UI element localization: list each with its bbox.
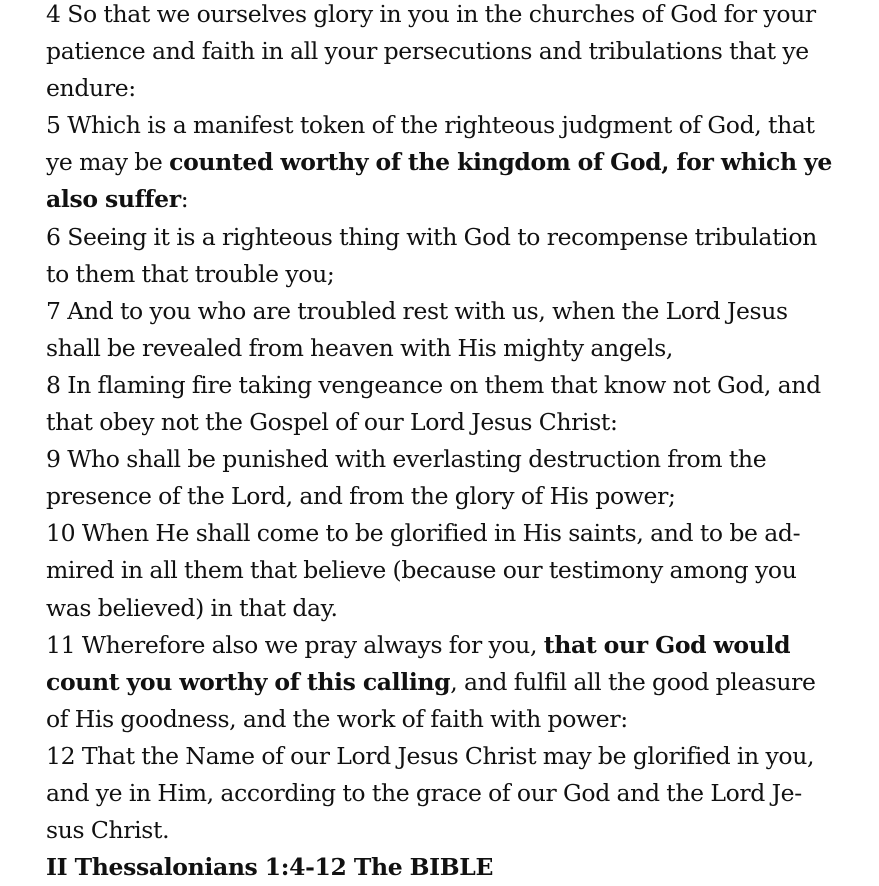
verse-7-line-2: shall be revealed from heaven with His mighty angels, — [46, 333, 674, 362]
verse-5-line-1: 5 Which is a manifest token of the righteous judgment of God, that — [46, 111, 815, 140]
verse-6-line-2: to them that trouble you; — [46, 259, 335, 288]
verse-4-line-2: patience and faith in all your persecutions and tribulations that ye — [46, 37, 809, 66]
verse-7-line-1: 7 And to you who are troubled rest with us, when the Lord Jesus — [46, 296, 788, 325]
verse-4-line-3: endure: — [46, 74, 136, 103]
passage-citation: II Thessalonians 1:4-12 The BIBLE — [46, 853, 494, 882]
verse-11-line-3: of His goodness, and the work of faith with power: — [46, 704, 628, 733]
verse-9-line-1: 9 Who shall be punished with everlasting destruction from the — [46, 445, 767, 474]
verse-8-line-1: 8 In flaming fire taking vengeance on them that know not God, and — [46, 370, 821, 399]
verse-8-line-2: that obey not the Gospel of our Lord Jesus Christ: — [46, 408, 618, 437]
verse-5-emphasis-end: also suffer — [46, 185, 181, 214]
verse-11-line-1 — [46, 627, 846, 664]
verse-5-punctuation: : — [180, 185, 189, 214]
verse-12-line-2: and ye in Him, according to the grace of our God and the Lord Je- — [46, 778, 802, 807]
verse-11-text: 11 Wherefore also we pray always for you, — [46, 630, 544, 659]
verse-5-text: ye may be — [46, 148, 170, 177]
verse-10-line-1: 10 When He shall come to be glorified in His saints, and to be ad- — [46, 519, 801, 548]
verse-12-line-1: 12 That the Name of our Lord Jesus Christ may be glorified in you, — [46, 741, 815, 770]
scripture-passage — [46, 0, 846, 886]
verse-9-line-2: presence of the Lord, and from the glory of His power; — [46, 482, 676, 511]
verse-11-line-2 — [46, 664, 846, 701]
verse-10-line-2: mired in all them that believe (because our testimony among you — [46, 556, 797, 585]
verse-11-emphasis: that our God would — [543, 630, 791, 659]
verse-10-line-3: was believed) in that day. — [46, 593, 338, 622]
verse-5-emphasis: counted worthy of the kingdom of God, for which ye — [169, 148, 832, 177]
verse-5-line-3 — [46, 181, 846, 218]
verse-12-line-3: sus Christ. — [46, 816, 170, 845]
verse-11-emphasis-end: count you worthy of this calling — [46, 667, 451, 696]
verse-5-line-2 — [46, 144, 846, 181]
verse-6-line-1: 6 Seeing it is a righteous thing with God to recompense tribulation — [46, 222, 817, 251]
verse-4-line-1: 4 So that we ourselves glory in you in the churches of God for your — [46, 0, 816, 28]
verse-11-text-continued: , and fulfil all the good pleasure — [450, 667, 816, 696]
